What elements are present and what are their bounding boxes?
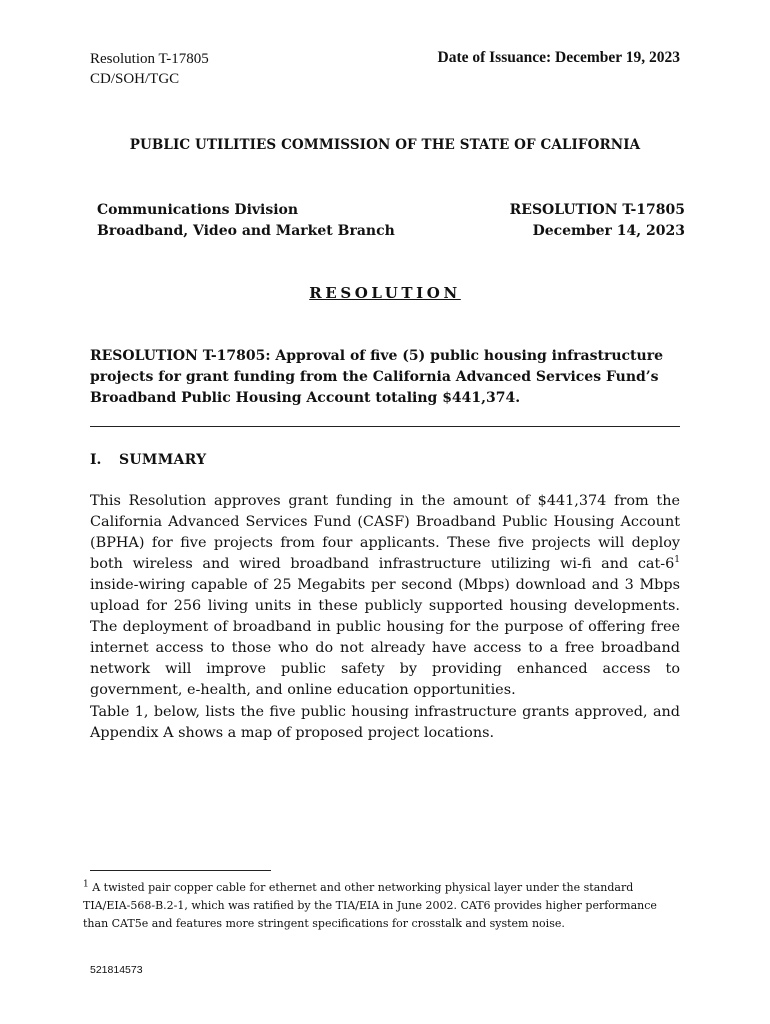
footnote-marker: 1 (83, 879, 89, 890)
resolution-id: RESOLUTION T-17805 (509, 202, 685, 218)
document-id: 521814573 (90, 964, 143, 976)
commission-name: PUBLIC UTILITIES COMMISSION OF THE STATE OF CALIFORNIA (129, 137, 641, 153)
routing-code: CD/SOH/TGC (90, 71, 180, 87)
summary-text-part1: This Resolution approves grant funding in the amount of $441,374 from the California Advanced Services Fund (CASF) Broadband Public Housing Account (BPHA) for five projects from four applicants. These five projects will deploy both wireless and wired broadband infrastructure utilizing wi-fi and cat-6 (90, 493, 680, 572)
summary-text-part2: inside-wiring capable of 25 Megabits per second (Mbps) download and 3 Mbps upload for 256 living units in these publicly supported housing developments. The deployment of broadband in public housing for the purpose of offering free internet access to those who do not already have access to a free broadband network will improve public safety by providing enhanced access to government, e-health, and online education opportunities. (90, 577, 680, 698)
table-reference-paragraph: Table 1, below, lists the five public housing infrastructure grants approved, and Appendix A shows a map of proposed project locations. (90, 704, 680, 741)
division-block (97, 200, 395, 242)
division-name: Communications Division (97, 202, 299, 218)
section-number: I. (90, 452, 102, 468)
footnote-text: A twisted pair copper cable for ethernet and other networking physical layer under the standard TIA/EIA-568-B.2-1, which was ratified by the TIA/EIA in June 2002. CAT6 provides higher performance than CAT5e and features more stringent specifications for crosstalk and system noise. (83, 881, 657, 930)
summary-paragraph (90, 491, 680, 701)
resolution-block (510, 200, 685, 242)
footnote-divider (90, 870, 271, 871)
date-of-issuance: Date of Issuance: December 19, 2023 (437, 49, 680, 66)
resolution-heading: RESOLUTION (309, 284, 461, 302)
resolution-date: December 14, 2023 (532, 223, 685, 239)
branch-name: Broadband, Video and Market Branch (97, 223, 395, 239)
footnote (83, 879, 683, 933)
resolution-number: Resolution T-17805 (90, 51, 209, 67)
section-title: SUMMARY (119, 452, 207, 468)
footnote-reference[interactable]: 1 (674, 555, 680, 566)
title-divider (90, 426, 680, 427)
header-left (90, 49, 209, 89)
resolution-title: RESOLUTION T-17805: Approval of five (5) public housing infrastructure projects for grant funding from the California Advanced Services Fund’s Broadband Public Housing Account totaling $441,374. (90, 348, 663, 406)
